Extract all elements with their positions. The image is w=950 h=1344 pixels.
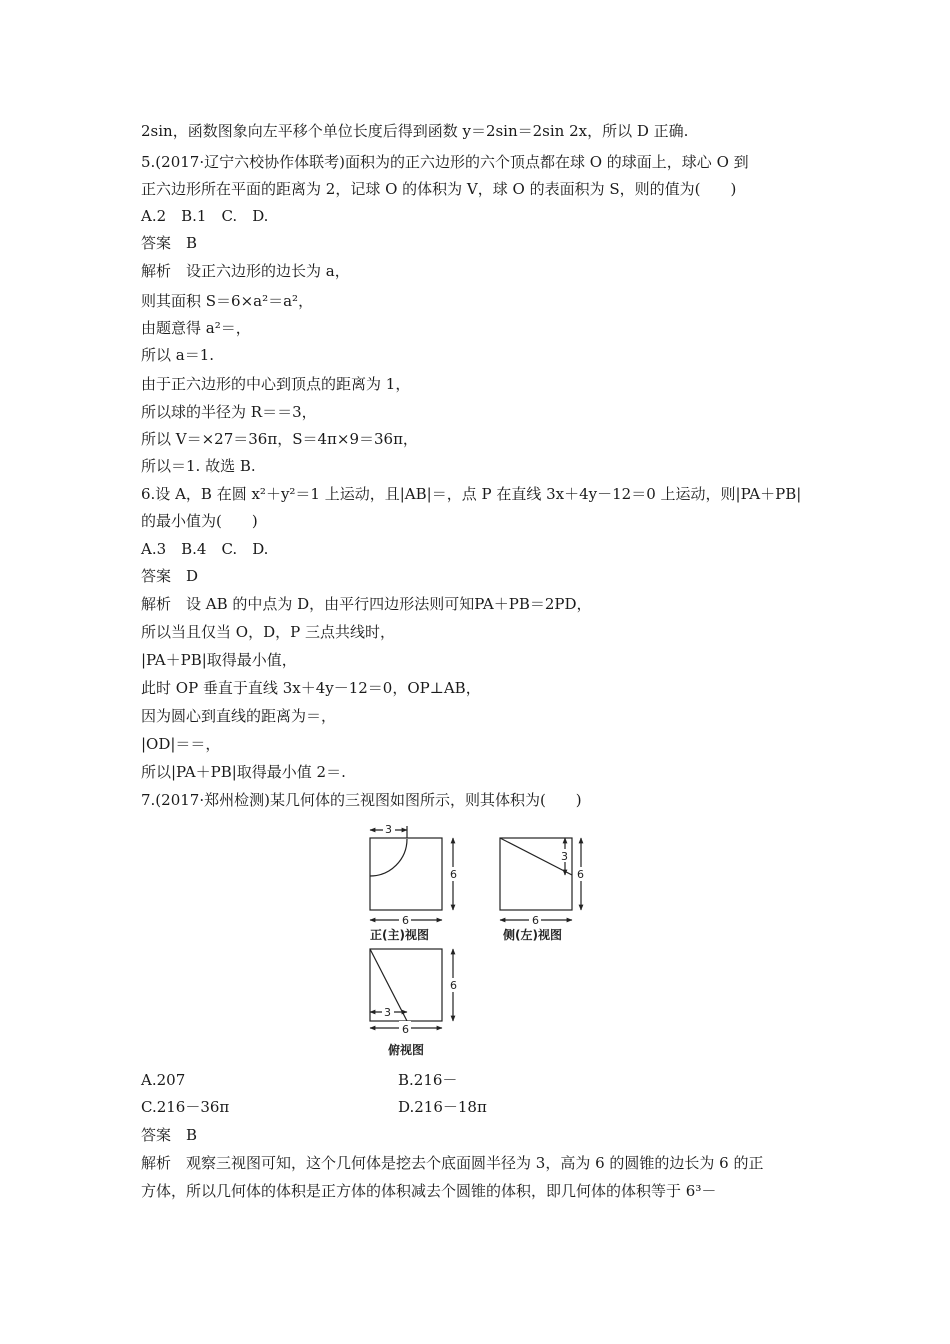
problem-5-line-2: 正六边形所在平面的距离为 2，记球 O 的体积为 V，球 O 的表面积为 S，则的值为( ) <box>141 180 737 198</box>
solution-line: 解析 观察三视图可知，这个几何体是挖去个底面圆半径为 3，高为 6 的圆锥的边长为 6 的正 <box>141 1154 764 1172</box>
text-line: 2sin，函数图象向左平移个单位长度后得到函数 y＝2sin＝2sin 2x，所以 D 正确. <box>141 122 689 140</box>
option-d: D.216－18π <box>398 1098 487 1116</box>
option-a: A.207 <box>141 1071 186 1089</box>
solution-line: 由题意得 a²＝， <box>141 319 251 337</box>
top-dim-bottom: 6 <box>402 1023 409 1036</box>
solution-line: 所以|PA＋PB|取得最小值 2＝. <box>141 763 346 781</box>
option-b: B.216－ <box>398 1071 458 1089</box>
side-dim-inner: 3 <box>561 850 568 863</box>
option-c: C.216－36π <box>141 1098 230 1116</box>
solution-line: 因为圆心到直线的距离为＝， <box>141 707 337 725</box>
front-dim-right: 6 <box>450 868 457 881</box>
solution-line: 所以球的半径为 R＝＝3， <box>141 403 317 421</box>
front-view-label: 正(主)视图 <box>370 928 429 942</box>
problem-7-line: 7.(2017·郑州检测)某几何体的三视图如图所示，则其体积为( ) <box>141 791 582 809</box>
solution-line: 所以当且仅当 O，D，P 三点共线时， <box>141 623 395 641</box>
problem-5-line-1: 5.(2017·辽宁六校协作体联考)面积为的正六边形的六个顶点都在球 O 的球面上，球心 O 到 <box>141 153 749 171</box>
solution-line: 所以 a＝1. <box>141 346 215 364</box>
answer-label: 答案 B <box>141 1126 198 1144</box>
side-dim-right: 6 <box>577 868 584 881</box>
solution-line: |OD|＝＝， <box>141 735 221 753</box>
top-view-label: 俯视图 <box>388 1043 425 1057</box>
solution-line: |PA＋PB|取得最小值， <box>141 651 297 669</box>
solution-line: 解析 设 AB 的中点为 D，由平行四边形法则可知PA＋PB＝2PD， <box>141 595 592 613</box>
problem-6-line-2: 的最小值为( ) <box>141 512 258 530</box>
top-dim-inner: 3 <box>384 1006 391 1019</box>
problem-6-line-1: 6.设 A，B 在圆 x²＋y²＝1 上运动，且|AB|＝，点 P 在直线 3x＋4y－12＝0 上运动，则|PA＋PB| <box>141 485 802 503</box>
answer-label: 答案 B <box>141 234 198 252</box>
solution-line: 由于正六边形的中心到顶点的距离为 1， <box>141 375 411 393</box>
solution-line: 解析 设正六边形的边长为 a， <box>141 262 350 280</box>
front-view <box>370 826 453 920</box>
solution-line: 所以＝1. 故选 B. <box>141 457 256 475</box>
answer-label: 答案 D <box>141 567 199 585</box>
front-dim-top: 3 <box>385 823 392 836</box>
solution-line: 所以 V＝×27＝36π，S＝4π×9＝36π， <box>141 430 418 448</box>
side-view-label: 侧(左)视图 <box>503 928 562 942</box>
front-dim-bottom: 6 <box>402 914 409 927</box>
top-dim-right: 6 <box>450 979 457 992</box>
problem-6-options: A.3 B.4 C. D. <box>141 540 269 558</box>
side-dim-bottom: 6 <box>532 914 539 927</box>
solution-line: 方体，所以几何体的体积是正方体的体积减去个圆锥的体积，即几何体的体积等于 6³－ <box>141 1182 717 1200</box>
problem-5-options: A.2 B.1 C. D. <box>141 207 269 225</box>
solution-line: 则其面积 S＝6×a²＝a²， <box>141 292 314 310</box>
three-view-figure <box>355 818 595 1064</box>
solution-line: 此时 OP 垂直于直线 3x＋4y－12＝0，OP⊥AB， <box>141 679 481 697</box>
